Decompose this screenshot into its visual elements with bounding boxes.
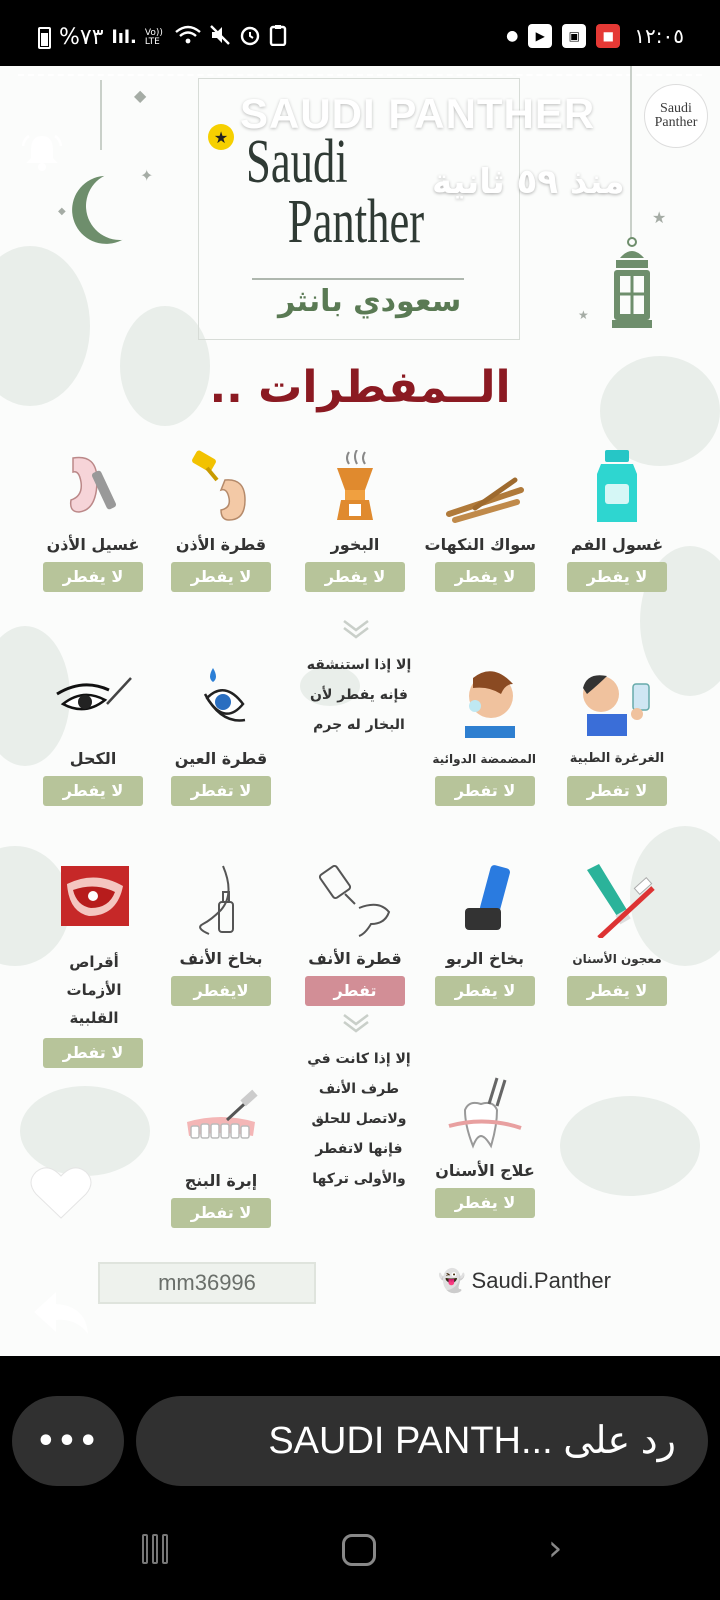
story-timestamp: منذ ٥٩ ثانية	[432, 162, 625, 202]
heart-pill-icon	[53, 864, 133, 938]
recent-apps-button[interactable]	[142, 1534, 176, 1568]
status-badge: لا تفطر	[567, 776, 667, 806]
reply-arrow-icon[interactable]	[30, 1286, 92, 1340]
status-badge: لا تفطر	[435, 776, 535, 806]
wifi-icon	[175, 25, 201, 50]
logo-divider	[252, 278, 464, 280]
item-heart-pills	[42, 864, 144, 1068]
nose-drop-icon	[315, 864, 395, 938]
reply-input[interactable]: رد على ...SAUDI PANTH	[136, 1396, 708, 1486]
item-anesthesia-needle	[170, 1086, 272, 1228]
kohl-icon	[53, 664, 133, 738]
mouthwash-icon	[577, 450, 657, 524]
incense-icon	[315, 450, 395, 524]
status-bar	[0, 0, 720, 66]
item-label: المضمضة الدوائية	[432, 752, 536, 766]
sparkle-icon: ◆	[58, 206, 66, 217]
item-gargle	[566, 664, 668, 806]
snapchat-handle	[438, 1268, 611, 1294]
toothpaste-icon	[577, 864, 657, 938]
status-badge: لا تفطر	[43, 1038, 143, 1068]
signal-icon: lıl.	[111, 27, 137, 48]
hanging-string	[100, 80, 102, 150]
status-badge: لا يفطر	[305, 562, 405, 592]
more-options-button[interactable]: •••	[12, 1396, 124, 1486]
item-label: بخاخ الأنف	[179, 949, 263, 968]
chevron-down-icon	[341, 618, 371, 640]
sparkle-icon: ★	[652, 208, 667, 227]
watermark-code: mm36996	[98, 1262, 316, 1304]
item-inhaler	[434, 864, 536, 1006]
dental-treatment-icon	[445, 1076, 525, 1150]
item-label: علاج الأسنان	[435, 1161, 535, 1180]
sparkle-icon: ★	[578, 308, 589, 322]
item-label: غسيل الأذن	[46, 535, 140, 554]
item-nose-drop	[304, 864, 406, 1006]
status-badge: لا يفطر	[171, 562, 271, 592]
status-badge: لا يفطر	[43, 776, 143, 806]
item-label: الكحل	[69, 749, 117, 768]
ghost-icon: 👻	[438, 1268, 466, 1293]
item-label: إبرة البنج	[184, 1171, 258, 1190]
item-nasal-spray	[170, 864, 272, 1006]
star-badge-icon: ★	[208, 124, 234, 150]
mouth-rinse-icon	[445, 664, 525, 738]
ear-drop-icon	[181, 450, 261, 524]
item-label: غسول الفم	[570, 535, 664, 554]
item-ear-wash	[42, 450, 144, 592]
notification-dot-icon: ●	[506, 28, 519, 44]
status-badge: لا يفطر	[435, 976, 535, 1006]
avatar-text-2: Panther	[654, 115, 698, 130]
clipboard-icon	[269, 24, 287, 51]
status-badge: لا يفطر	[435, 1188, 535, 1218]
item-label: أقراص الأزمات القلبية	[66, 953, 122, 1027]
item-mouth-rinse	[434, 664, 536, 806]
item-mouthwash	[566, 450, 668, 592]
clock: ١٢:٠٥	[634, 24, 684, 48]
gallery-icon: ▣	[562, 24, 586, 48]
note-nose-drop: إلا إذا كانت في طرف الأنف ولاتصل للحلق فإنها لاتفطر والأولى تركها	[307, 1051, 411, 1187]
youtube-icon: ▶	[528, 24, 552, 48]
status-badge: لا يفطر	[43, 562, 143, 592]
item-label: قطرة العين	[174, 749, 268, 768]
hanging-string	[630, 66, 632, 238]
item-miswak	[424, 450, 536, 592]
status-left	[38, 24, 287, 51]
gargle-icon	[577, 664, 657, 738]
status-badge: لا تفطر	[171, 776, 271, 806]
story-progress-bar	[18, 74, 702, 76]
avatar-text-1: Saudi	[660, 101, 692, 116]
status-badge: تفطر	[305, 976, 405, 1006]
alarm-icon	[239, 24, 261, 51]
status-badge: لايفطر	[171, 976, 271, 1006]
home-button[interactable]	[342, 1534, 376, 1566]
story-account-name[interactable]: SAUDI PANTHER	[240, 90, 596, 137]
app-notification-icon: ■	[596, 24, 620, 48]
background-blob	[560, 1096, 700, 1196]
item-label: قطرة الأنف	[308, 949, 402, 968]
item-label: سواك النكهات	[424, 535, 536, 554]
item-label: البخور	[330, 535, 380, 554]
note-incense: إلا إذا استنشقه فإنه يفطر لأن البخار له جرم	[306, 657, 412, 733]
item-label: بخاخ الربو	[445, 949, 525, 968]
nasal-spray-icon	[181, 864, 261, 938]
battery-percent: %٧٣	[59, 25, 104, 50]
item-label: قطرة الأذن	[175, 535, 267, 554]
item-label: معجون الأسنان	[572, 952, 662, 966]
status-badge: لا يفطر	[435, 562, 535, 592]
mute-icon	[209, 24, 231, 51]
lantern-icon	[606, 236, 658, 332]
handle-text: Saudi.Panther	[471, 1268, 611, 1293]
headline: الــمفطرات ..	[209, 362, 511, 413]
logo-arabic: سعودي بانثر	[278, 284, 462, 319]
item-label: الغرغرة الطبية	[569, 751, 665, 766]
item-ear-drop	[170, 450, 272, 592]
status-badge: لا تفطر	[171, 1198, 271, 1228]
chevron-down-icon	[341, 1012, 371, 1034]
ear-wash-icon	[53, 450, 133, 524]
back-button[interactable]: ›	[548, 1528, 563, 1569]
bell-icon[interactable]	[20, 132, 64, 172]
eye-drop-icon	[181, 664, 261, 738]
inhaler-icon	[445, 864, 525, 938]
logo-wordmark	[246, 128, 425, 256]
item-toothpaste	[566, 864, 668, 1006]
item-dental-treatment	[434, 1076, 536, 1218]
volte-icon: Vo)) LTE	[144, 27, 163, 47]
avatar[interactable]	[644, 84, 708, 148]
miswak-icon	[445, 450, 525, 524]
status-badge: لا يفطر	[567, 976, 667, 1006]
sparkle-icon: ◆	[134, 86, 147, 105]
heart-icon[interactable]	[28, 1162, 94, 1222]
status-badge: لا يفطر	[567, 562, 667, 592]
logo-line-2: Panther	[287, 188, 425, 256]
status-right	[506, 24, 684, 48]
item-eye-drop	[170, 664, 272, 806]
anesthesia-needle-icon	[181, 1086, 261, 1160]
navigation-bar	[0, 1494, 720, 1600]
story-view[interactable]	[0, 66, 720, 1356]
item-incense	[304, 450, 406, 592]
reply-bar	[0, 1356, 720, 1600]
sparkle-icon: ✦	[140, 166, 154, 185]
battery-icon	[38, 27, 51, 49]
logo-line-1: Saudi	[246, 128, 348, 196]
item-kohl	[42, 664, 144, 806]
